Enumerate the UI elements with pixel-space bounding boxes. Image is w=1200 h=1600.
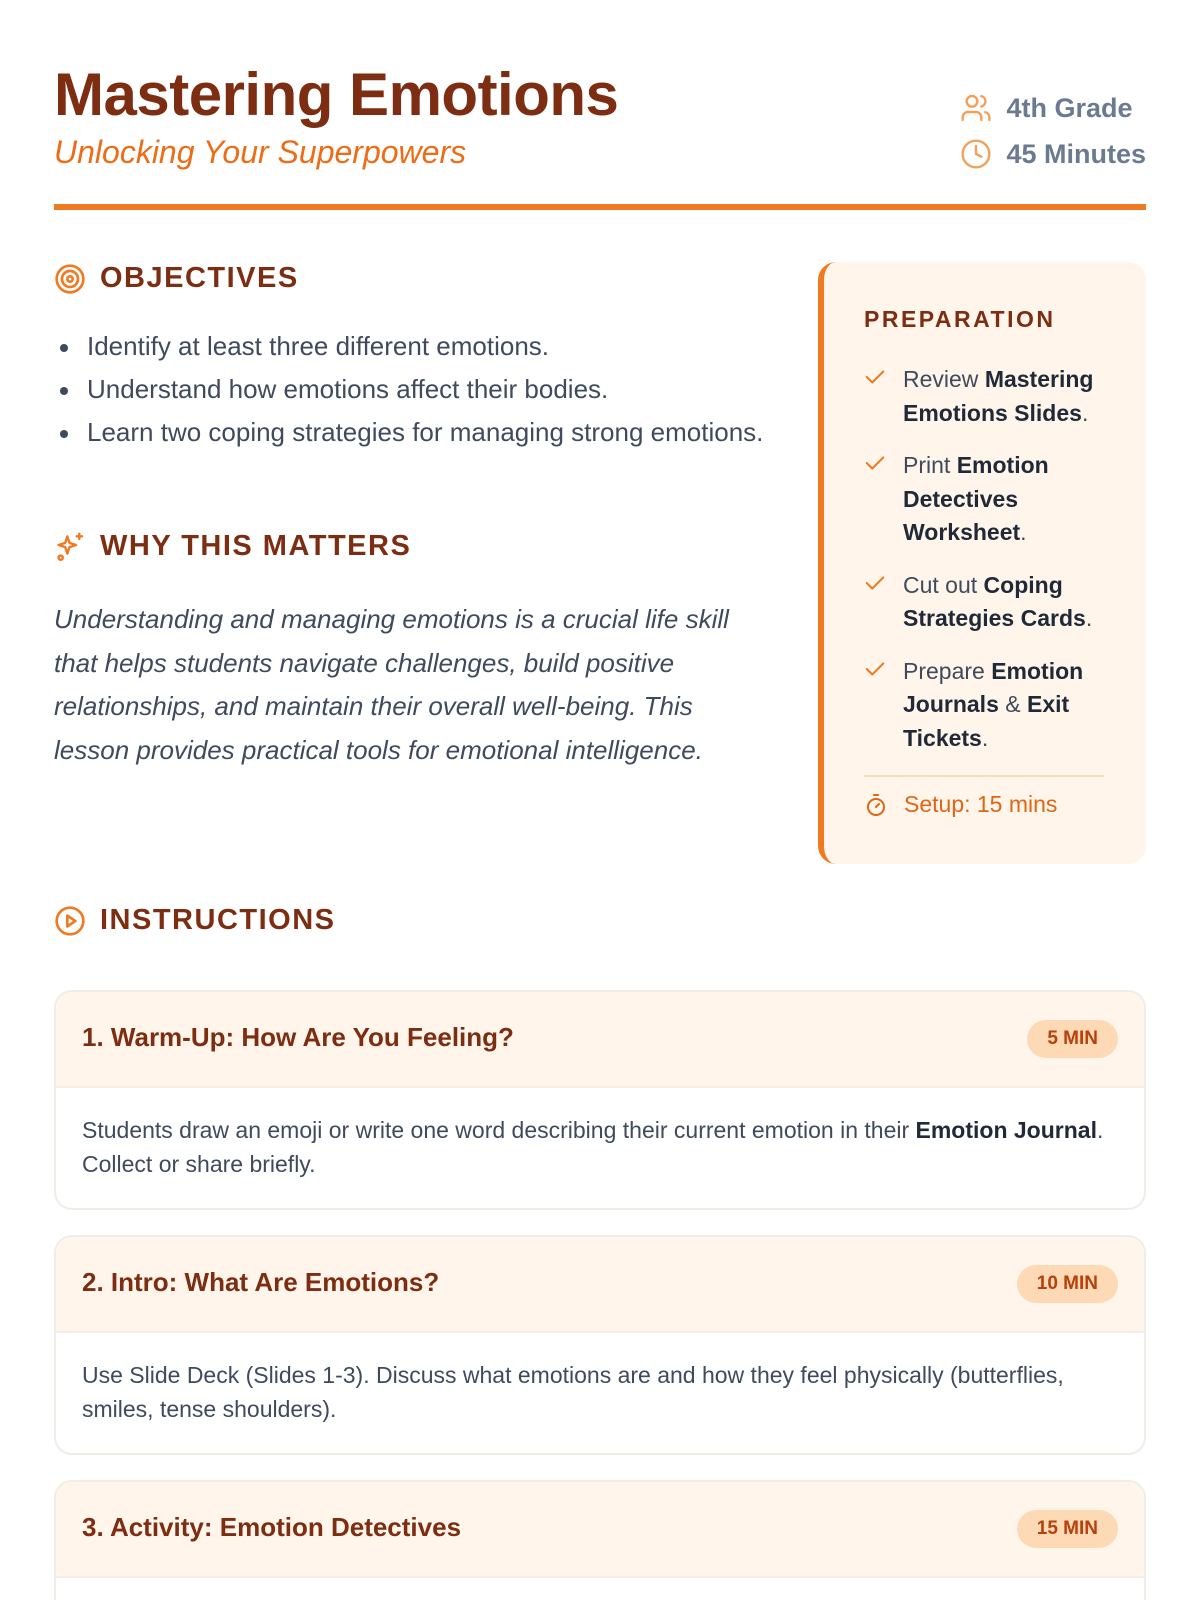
objectives-list <box>54 325 774 454</box>
prep-text: & <box>998 691 1027 717</box>
page-subtitle: Unlocking Your Superpowers <box>54 134 467 170</box>
prep-text: Prepare <box>903 657 992 684</box>
prep-item-text <box>903 449 1106 550</box>
preparation-heading: PREPARATION <box>864 306 1056 332</box>
check-icon <box>864 366 886 388</box>
prep-item-text <box>903 655 1106 756</box>
step-header <box>56 1482 1144 1578</box>
step-body <box>56 1088 1144 1181</box>
prep-item <box>864 449 1106 550</box>
instructions-heading <box>54 904 336 937</box>
divider <box>864 775 1104 777</box>
step-text: . Collect or share briefly. <box>82 1117 1104 1177</box>
lesson-plan-page <box>54 0 1146 1542</box>
setup-time <box>864 791 1106 818</box>
prep-bold: Exit Tickets <box>903 691 1070 751</box>
lesson-header <box>54 0 1146 210</box>
grade-label: 4th Grade <box>1006 92 1133 123</box>
prep-item <box>864 363 1106 430</box>
users-icon <box>960 92 992 124</box>
target-icon <box>54 263 86 295</box>
prep-bold: Emotion Journals <box>903 657 1084 717</box>
prep-item-text <box>903 363 1106 430</box>
prep-item <box>864 655 1106 756</box>
prep-bold: Coping Strategies Cards <box>903 571 1086 631</box>
instruction-step-3 <box>54 1480 1146 1600</box>
page-title: Mastering Emotions <box>54 61 619 128</box>
step-bold: Emotion Journal <box>915 1117 1097 1143</box>
instructions-heading-text: INSTRUCTIONS <box>100 904 336 936</box>
prep-text: Cut out <box>903 571 984 598</box>
play-circle-icon <box>54 905 86 937</box>
prep-text: . <box>981 724 989 751</box>
timer-icon <box>864 793 888 817</box>
preparation-card <box>818 262 1146 864</box>
why-heading <box>54 530 411 563</box>
why-heading-text: WHY THIS MATTERS <box>100 530 412 562</box>
time-badge: 15 MIN <box>1017 1510 1118 1548</box>
check-icon <box>864 452 886 474</box>
instruction-step-1 <box>54 990 1146 1210</box>
step-title: 3. Activity: Emotion Detectives <box>82 1512 462 1542</box>
instruction-step-2 <box>54 1235 1146 1455</box>
sparkles-icon <box>54 531 86 563</box>
check-icon <box>864 658 886 680</box>
check-icon <box>864 572 886 594</box>
clock-icon <box>960 138 992 170</box>
step-title: 1. Warm-Up: How Are You Feeling? <box>82 1022 514 1052</box>
grade-meta <box>960 92 1146 124</box>
lesson-meta <box>960 92 1146 184</box>
prep-text: . <box>1085 605 1093 631</box>
duration-meta <box>960 138 1146 170</box>
why-text: Understanding and managing emotions is a crucial life skill that helps students navigate challenges, build positive relationships, and maintain their overall well-being. This lesson provides practical tools for emotional intelligence. <box>54 604 729 765</box>
time-badge: 5 MIN <box>1027 1020 1118 1058</box>
objectives-heading <box>54 262 299 295</box>
duration-label: 45 Minutes <box>1006 138 1146 169</box>
step-header <box>56 992 1144 1088</box>
prep-bold: Emotion Detectives Worksheet <box>903 452 1049 545</box>
step-text: Students draw an emoji or write one word describing their current emotion in their <box>82 1117 916 1143</box>
prep-text: . <box>1020 519 1027 545</box>
prep-text: . <box>1081 399 1089 426</box>
prep-item-text <box>903 569 1106 636</box>
step-body <box>56 1333 1144 1426</box>
prep-text: Print <box>903 452 957 478</box>
step-text: Use Slide Deck (Slides 1-3). Discuss what emotions are and how they feel physically (butterflies, smiles, tense shoulders). <box>82 1362 1064 1422</box>
objectives-heading-text: OBJECTIVES <box>100 262 299 294</box>
list-item: Understand how emotions affect their bodies. <box>54 368 774 411</box>
prep-item <box>864 569 1106 636</box>
prep-bold: Mastering Emotions Slides <box>903 366 1094 426</box>
list-item: Learn two coping strategies for managing strong emotions. <box>54 411 774 454</box>
setup-label: Setup: 15 mins <box>904 791 1058 817</box>
step-title: 2. Intro: What Are Emotions? <box>82 1267 440 1297</box>
prep-text: Review <box>903 366 985 392</box>
list-item: Identify at least three different emotions. <box>54 325 774 368</box>
step-header <box>56 1237 1144 1333</box>
time-badge: 10 MIN <box>1017 1265 1118 1303</box>
